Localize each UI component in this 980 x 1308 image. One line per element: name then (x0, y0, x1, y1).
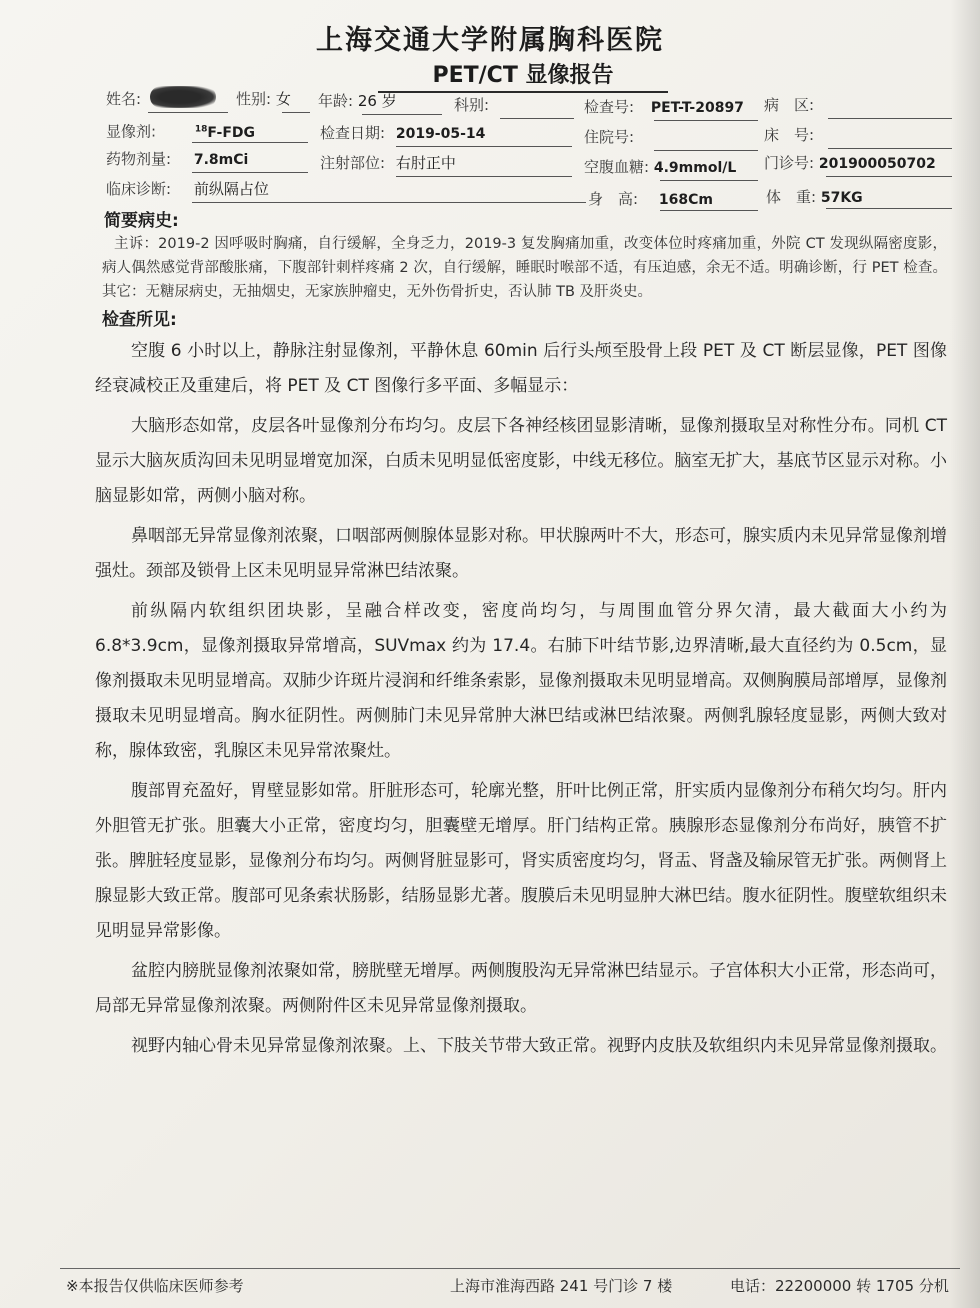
sex-underline (282, 112, 310, 113)
site-label: 注射部位: (320, 154, 386, 172)
findings-paragraph-brain: 大脑形态如常，皮层各叶显像剂分布均匀。皮层下各神经核团显影清晰，显像剂摄取呈对称性分布。同机 CT 显示大脑灰质沟回未见明显增宽加深，白质未见明显低密度影，中线无移位。脑室无扩大，基底节区显示对称。小脑显影如常，两侧小脑对称。 (95, 416, 947, 506)
weight-value: 57KG (820, 190, 863, 206)
bed-underline (828, 148, 952, 149)
ward-field (764, 94, 814, 117)
findings-paragraph-head-neck: 鼻咽部无异常显像剂浓聚，口咽部两侧腺体显影对称。甲状腺两叶不大，形态可，腺实质内未见异常显像剂增强灶。颈部及锁骨上区未见明显异常淋巴结浓聚。 (95, 526, 947, 581)
ward-label: 病 区: (764, 96, 815, 114)
findings-body (95, 334, 947, 1069)
height-label: 身 高: (588, 190, 639, 208)
inpatient-field (584, 126, 634, 149)
bed-label: 床 号: (764, 126, 815, 144)
glucose-underline (660, 180, 758, 181)
exam-no-value: PET-T-20897 (650, 100, 744, 116)
diagnosis-underline (192, 202, 586, 203)
diagnosis-field (106, 178, 269, 200)
dose-value: 7.8mCi (193, 152, 249, 168)
dept-underline (500, 118, 574, 119)
sex-label: 性别: (236, 90, 272, 108)
age-value: 26 岁 (357, 92, 397, 110)
report-title: PET/CT 显像报告 (378, 58, 668, 93)
findings-paragraph-abdomen: 腹部胃充盈好，胃壁显影如常。肝脏形态可，轮廓光整，肝叶比例正常，肝实质内显像剂分布稍欠均匀。肝内外胆管无扩张。胆囊大小正常，密度均匀，胆囊壁无增厚。肝门结构正常。胰腺形态显像剂分布尚好，胰管不扩张。脾脏轻度显影，显像剂分布均匀。两侧肾脏显影可，肾实质密度均匀，肾盂、肾盏及输尿管无扩张。两侧肾上腺显影大致正常。腹部可见条索状肠影，结肠显影尤著。腹膜后未见明显肿大淋巴结。腹水征阴性。腹壁软组织未见明显异常影像。 (95, 781, 947, 941)
dose-field (106, 148, 248, 171)
history-text: 主诉：2019-2 因呼吸时胸痛，自行缓解，全身乏力，2019-3 复发胸痛加重，改变体位时疼痛加重，外院 CT 发现纵隔密度影，病人偶然感觉背部酸胀痛，下腹部针刺样疼痛 2 次，自行缓解，睡眠时喉部不适，有压迫感，余无不适。明确诊断，行 PET 检查。其它：无糖尿病史，无抽烟史，无家族肿瘤史，无外伤骨折史，否认肺 TB 及肝炎史。 (102, 236, 947, 300)
inpatient-underline (654, 150, 758, 151)
findings-paragraph-chest: 前纵隔内软组织团块影，呈融合样改变，密度尚均匀，与周围血管分界欠清，最大截面大小约为 6.8*3.9cm，显像剂摄取异常增高，SUVmax 约为 17.4。右肺下叶结节影,边界清晰,最大直径约为 0.5cm，显像剂摄取未见明显增高。双肺少许斑片浸润和纤维条索影，显像剂摄取未见明显增高。双侧胸膜局部增厚，显像剂摄取未见明显增高。胸水征阴性。两侧肺门未见异常肿大淋巴结或淋巴结浓聚。两侧乳腺轻度显影，两侧大致对称，腺体致密，乳腺区未见异常浓聚灶。 (95, 601, 947, 761)
agent-underline (192, 142, 308, 143)
ward-underline (828, 118, 952, 119)
dept-label: 科别: (454, 96, 490, 114)
glucose-value: 4.9mmol/L (653, 160, 737, 176)
exam-no-underline (654, 120, 758, 121)
footer-phone: 电话：22200000 转 1705 分机 (730, 1277, 949, 1295)
outpatient-value: 201900050702 (818, 156, 936, 172)
bed-field (764, 124, 814, 147)
weight-underline (826, 208, 952, 209)
age-field (318, 90, 397, 112)
dose-label: 药物剂量: (106, 150, 172, 168)
glucose-field (584, 156, 736, 179)
exam-date-underline (396, 146, 572, 147)
dose-underline (192, 172, 308, 173)
name-underline (148, 112, 228, 113)
inpatient-label: 住院号: (584, 128, 635, 146)
site-underline (396, 176, 572, 177)
sex-field (236, 88, 291, 110)
sex-value: 女 (275, 90, 291, 108)
exam-no-field (584, 96, 744, 119)
redacted-name-mark (150, 86, 216, 108)
hospital-name: 上海交通大学附属胸科医院 (316, 25, 664, 56)
findings-heading: 检查所见: (102, 310, 177, 330)
outpatient-field (764, 152, 936, 175)
exam-date-value: 2019-05-14 (395, 126, 486, 142)
findings-paragraph-protocol: 空腹 6 小时以上，静脉注射显像剂，平静休息 60min 后行头颅至股骨上段 PET 及 CT 断层显像，PET 图像经衰减校正及重建后，将 PET 及 CT 图像行多平面、多幅显示： (95, 341, 947, 396)
site-value: 右肘正中 (395, 154, 456, 172)
footer-address: 上海市淮海西路 241 号门诊 7 楼 (450, 1277, 673, 1295)
site-field (320, 152, 456, 174)
agent-isotope-mass: 18 (194, 124, 208, 134)
height-field (588, 188, 713, 211)
exam-date-label: 检查日期: (320, 124, 386, 142)
history-heading: 简要病史: (104, 211, 179, 231)
exam-no-label: 检查号: (584, 98, 635, 116)
diagnosis-label: 临床诊断: (106, 180, 172, 198)
weight-label: 体 重: (766, 188, 817, 206)
agent-value: F-FDG (207, 124, 255, 141)
findings-paragraph-skeleton: 视野内轴心骨未见异常显像剂浓聚。上、下肢关节带大致正常。视野内皮肤及软组织内未见异常显像剂摄取。 (131, 1036, 947, 1056)
outpatient-underline (826, 176, 952, 177)
height-underline (660, 210, 758, 211)
footer-note: ※本报告仅供临床医师参考 (66, 1277, 244, 1295)
dept-field (454, 94, 489, 117)
agent-field (106, 118, 255, 144)
age-label: 年龄: (318, 92, 354, 110)
footer-divider (60, 1268, 960, 1269)
name-label: 姓名: (106, 90, 142, 108)
name-field (106, 88, 141, 110)
diagnosis-value: 前纵隔占位 (193, 180, 269, 198)
weight-field (766, 186, 863, 209)
agent-label: 显像剂: (106, 122, 157, 141)
page-edge-shadow (950, 0, 980, 1308)
height-value: 168Cm (658, 192, 713, 208)
outpatient-label: 门诊号: (764, 154, 815, 172)
findings-paragraph-pelvis: 盆腔内膀胱显像剂浓聚如常，膀胱壁无增厚。两侧腹股沟无异常淋巴结显示。子宫体积大小正常，形态尚可，局部无异常显像剂浓聚。两侧附件区未见异常显像剂摄取。 (95, 961, 947, 1016)
age-underline (362, 114, 442, 115)
glucose-label: 空腹血糖: (584, 158, 650, 176)
exam-date-field (320, 122, 485, 145)
